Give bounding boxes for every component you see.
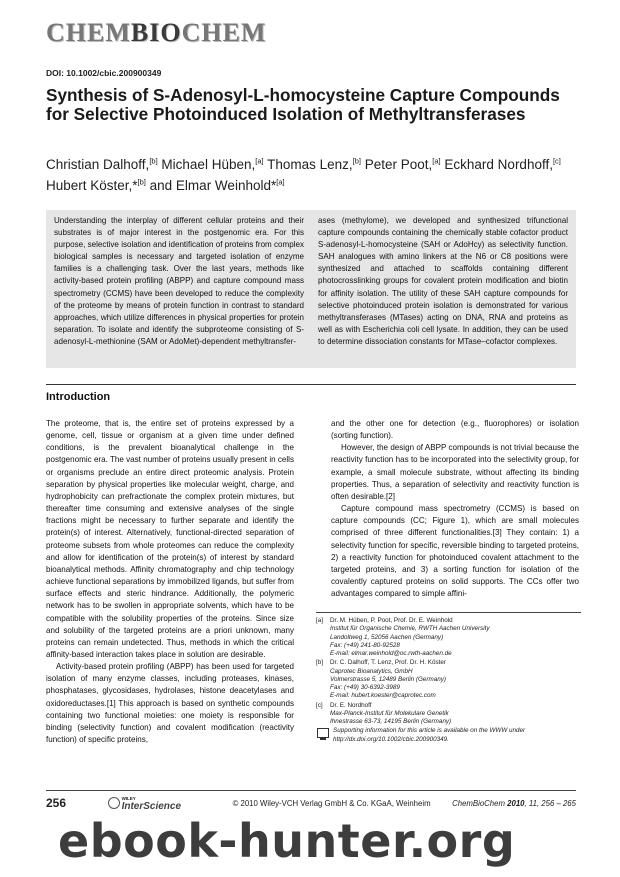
doi: DOI: 10.1002/cbic.200900349 [46,68,162,78]
section-heading: Introduction [46,384,576,410]
watermark: ebook-hunter.org [58,814,516,868]
journal-name: CHEMBIOCHEM [46,18,267,47]
author: and Elmar Weinhold*[a] [149,177,285,193]
copyright: © 2010 Wiley-VCH Verlag GmbH & Co. KGaA, Weinheim [232,798,431,808]
body-left-column [46,418,294,746]
author: Thomas Lenz,[b] [267,156,361,172]
author: Christian Dalhoff,[b] [46,156,158,172]
interscience-logo: WILEY InterScience [108,795,181,811]
paragraph: Activity-based protein profiling (ABPP) has been used for targeted isolation of many enzyme classes, including proteases, kinases, phosphatases, glycosidases, hydrolases, histone deacetylases and oxidoreductases.[1] This approach is based on synthetic compounds containing two functional moieties: one moiety is responsible for binding (selectivity function) and covalent modification (reactivity function) of specific proteins, [46,662,294,745]
author: Eckhard Nordhoff,[c] [444,156,561,172]
abstract [46,210,576,368]
paragraph: Capture compound mass spectrometry (CCMS) is based on capture compounds (CC; Figure 1), which are small molecules comprised of three different functionalities.[3] They contain: 1) a selectivity function for specific, reversible binding to targeted proteins, 2) a reactivity function for photoinduced covalent attachment to the targeted proteins, and 3) a sorting function for isolation of the covalently captured proteins on solid supports. The CCs offer two advantages compared to simple affini- [331,504,579,599]
article-title: Synthesis of S-Adenosyl-L-homocysteine Capture Compounds for Selective Photoinduced Isolation of Methyltransferases [46,85,560,124]
page-number: 256 [46,796,67,810]
paragraph: and the other one for detection (e.g., fluorophores) or isolation (sorting function). [331,419,579,441]
author: Hubert Köster,*[b] [46,177,146,193]
abstract-left-column: Understanding the interplay of different cellular proteins and their substrates is of major interest in the postgenomic era. For this purpose, selective isolation and identification of proteins from complex biological samples is necessary and targeted isolation of enzyme families is a challenging task. Over the last years, methods like activity-based protein profiling (ABPP) and capture compound mass spectrometry (CCMS) have been developed to reduce the complexity of the proteome by means of protein function in contrast to standard approaches, which utilize differences in physical properties for protein separation. To isolate and identify the subproteome consisting of S-adenosyl-L-methionine (SAM or AdoMet)-dependent methyltransfer- [54,216,304,346]
supporting-info-note: Supporting information for this article is available on the WWW under http://dx.doi.org/10.1002/cbic.200900349. [316,727,581,744]
body-right-column [331,418,579,600]
affiliation-a: [a] Dr. M. Hüben, P. Poot, Prof. Dr. E. Weinhold Institut für Organische Chemie, RWTH Aachen University Landoltweg 1, 52056 Aachen (Germany) Fax: (+49) 241-80-92528 E-mail: elmar.weinhold@oc.rwth-aachen.de [316,617,490,657]
page-footer [46,790,576,815]
computer-icon [317,728,329,738]
paragraph: The proteome, that is, the entire set of proteins expressed by a genome, cell, tissue or organism at a given time under defined conditions, is the prevalent bioanalytical challenge in the postgenomic era. The vast number of proteins usually present in cells or organisms preclude an entire direct proteomic analysis. Protein separation by physical properties like molecular weight, charge, and hydrophobicity can prefractionate the complex protein mixtures, but thereafter time consuming and extensive analyses of the single fractions might be necessary to further separate and identify the protein(s) of interest. Alternatively, functional-directed separation of proteome subsets from whole proteomes can reduce the complexity and allow for identification of the protein(s) of interest by standard bioanalytical methods. Affinity chromatography and chip technology achieve functional separations by immobilized ligands, but suffer from surface effects and steric hindrance. Additionally, the polymeric network has to be swollen in appropriate solvents, which have to be compatible with the solubility properties of the proteins. Since size and solubility of the targeted proteins are a priori unknown, many proteins can remain undetected. Thus, methods in which the critical affinity-based interaction takes place in solution are desirable. [46,419,294,659]
affiliation-c: [c] Dr. E. Nordhoff Max-Planck-Institut für Molekulare Genetik Ihnestrasse 63-73, 14195 Berlin (Germany) [316,701,452,725]
affiliation-b: [b] Dr. C. Dalhoff, T. Lenz, Prof. Dr. H. Köster Caprotec Bioanalytics, GmbH Volmerstrasse 5, 12489 Berlin (Germany) Fax: (+49) 30-6392-3989 E-mail: hubert.koester@caprotec.com [316,659,446,700]
paragraph: However, the design of ABPP compounds is not trivial because the reactivity function has to be incorporated into the selectivity group, for example, a small molecule substrate, without affecting its binding properties. Thus, a separation of selectivity and reactivity function is often desirable.[2] [331,443,579,501]
author: Peter Poot,[a] [364,156,441,172]
citation: ChemBioChem 2010, 11, 256 – 265 [452,798,576,808]
wiley-logo-icon [108,797,120,809]
abstract-right-column: ases (methylome), we developed and synthesized trifunctional capture compounds containing the chemically stable cofactor product S-adenosyl-L-homocysteine (SAH or AdoHcy) as selectivity function. SAH analogues with amino linkers at the N6 or C8 positions were synthesized and attached to scaffolds containing different photocrosslinking groups for covalent protein modification and biotin for affinity isolation. The utility of these SAH capture compounds for selective photoinduced protein isolation is demonstrated for various methyltransferases (MTases) acting on DNA, RNA and proteins as well as with Escherichia coli cell lysate. In addition, they can be used to determine dissociation constants for MTase–cofactor complexes. [318,216,568,346]
affiliations [316,612,581,744]
author-list [46,152,576,195]
author: Michael Hüben,[a] [161,156,264,172]
